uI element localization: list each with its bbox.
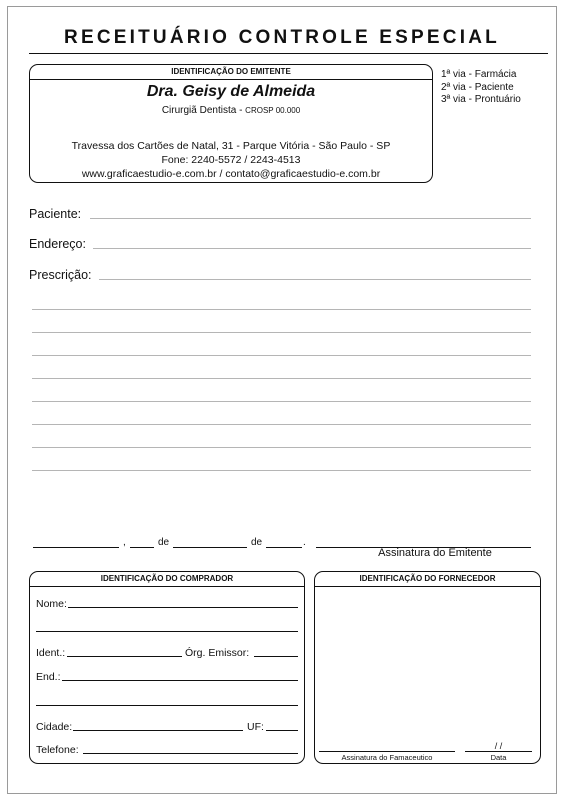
date-city-line[interactable]	[33, 547, 119, 548]
comprador-telefone-label: Telefone:	[36, 744, 79, 756]
comprador-end-line[interactable]	[62, 680, 298, 681]
date-year-line[interactable]	[266, 547, 302, 548]
fornecedor-date-label: Data	[490, 753, 507, 762]
prescription-line[interactable]	[32, 447, 531, 448]
doctor-role	[30, 105, 432, 116]
comprador-telefone-line[interactable]	[83, 753, 298, 754]
doctor-phone: Fone: 2240-5572 / 2243-4513	[161, 154, 301, 166]
fornecedor-header: IDENTIFICAÇÃO DO FORNECEDOR	[315, 572, 540, 587]
prescription-line[interactable]	[32, 401, 531, 402]
prescription-line[interactable]	[32, 309, 531, 310]
date-day-line[interactable]	[130, 547, 154, 548]
prescription-line[interactable]	[32, 378, 531, 379]
emitente-box	[29, 64, 433, 183]
comprador-end-line-2[interactable]	[36, 705, 298, 706]
comprador-cidade-line[interactable]	[73, 730, 243, 731]
via-1: 1ª via - Farmácia	[441, 69, 517, 80]
comprador-nome-line-2[interactable]	[36, 631, 298, 632]
via-2: 2ª via - Paciente	[441, 81, 514, 93]
paciente-label: Paciente:	[29, 207, 82, 221]
prescription-line[interactable]	[32, 470, 531, 471]
date-dot: .	[303, 537, 306, 548]
comprador-header: IDENTIFICAÇÃO DO COMPRADOR	[30, 572, 304, 587]
prescription-line[interactable]	[32, 355, 531, 356]
fornecedor-date-line[interactable]	[465, 751, 532, 752]
comprador-orgao-label: Órg. Emissor:	[185, 647, 250, 659]
comprador-uf-label: UF:	[247, 721, 264, 733]
date-comma: ,	[123, 537, 126, 548]
doctor-role-text: Cirurgiã Dentista -	[161, 105, 246, 116]
fornecedor-box	[314, 571, 541, 764]
comprador-end-label: End.:	[36, 671, 61, 683]
comprador-ident-label: Ident.:	[36, 647, 66, 659]
prescription-line[interactable]	[32, 424, 531, 425]
date-month-line[interactable]	[173, 547, 247, 548]
title-rule	[29, 53, 548, 54]
prescription-line[interactable]	[32, 332, 531, 333]
comprador-cidade-label: Cidade:	[36, 721, 73, 733]
emitente-signature-label: Assinatura do Emitente	[378, 547, 492, 559]
endereco-line[interactable]	[93, 248, 531, 249]
prescricao-label: Prescrição:	[29, 268, 92, 282]
emitente-header: IDENTIFICAÇÃO DO EMITENTE	[30, 65, 432, 80]
fornecedor-date-slashes: / /	[494, 741, 503, 751]
comprador-orgao-line[interactable]	[254, 656, 298, 657]
farmaceutico-signature-line[interactable]	[319, 751, 455, 752]
comprador-nome-label: Nome:	[36, 598, 67, 610]
doctor-name: Dra. Geisy de Almeida	[146, 83, 316, 100]
doctor-web: www.graficaestudio-e.com.br / contato@graficaestudio-e.com.br	[81, 168, 381, 180]
date-de-1: de	[158, 537, 170, 548]
doctor-address: Travessa dos Cartões de Natal, 31 - Parque Vitória - São Paulo - SP	[71, 140, 391, 152]
date-de-2: de	[251, 537, 263, 548]
doctor-crosp: CROSP 00.000	[245, 106, 301, 115]
paciente-line[interactable]	[90, 218, 531, 219]
endereco-label: Endereço:	[29, 237, 86, 251]
comprador-box	[29, 571, 305, 764]
prescricao-line[interactable]	[99, 279, 531, 280]
copy-routing-list	[441, 69, 521, 107]
comprador-uf-line[interactable]	[266, 730, 298, 731]
farmaceutico-signature-label: Assinatura do Famaceutico	[341, 753, 433, 762]
comprador-ident-line[interactable]	[67, 656, 182, 657]
comprador-nome-line[interactable]	[68, 607, 298, 608]
via-3: 3ª via - Prontuário	[441, 94, 521, 105]
page-title: RECEITUÁRIO CONTROLE ESPECIAL	[64, 27, 500, 48]
